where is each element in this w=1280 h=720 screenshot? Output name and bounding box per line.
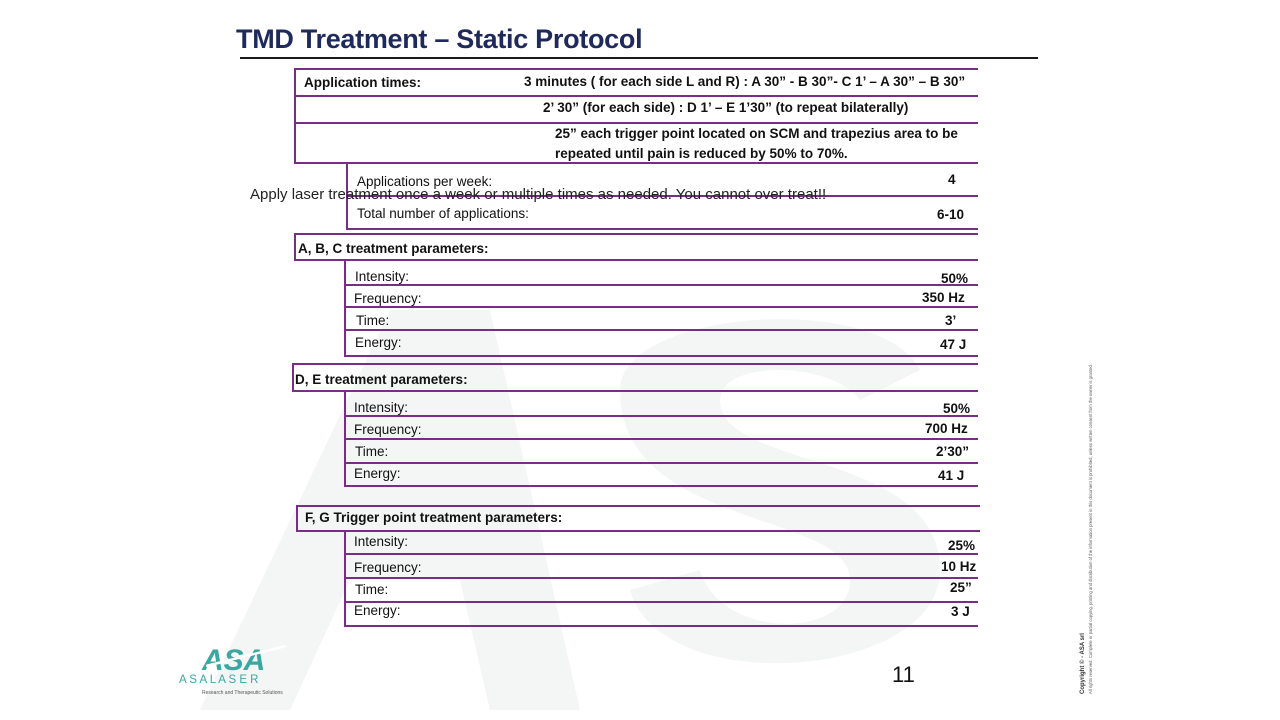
fg-energy-value: 3 J bbox=[951, 604, 970, 619]
logo-mark: ASA bbox=[202, 644, 266, 677]
fg-rule-4 bbox=[344, 625, 978, 627]
fg-time-label: Time: bbox=[355, 582, 389, 597]
fg-rule-2 bbox=[344, 577, 978, 579]
abc-rule-4 bbox=[344, 355, 978, 357]
abc-time-value: 3’ bbox=[945, 313, 957, 328]
abc-rule-3 bbox=[344, 329, 978, 331]
page-number: 11 bbox=[892, 662, 915, 687]
copyright-line-1: Copyright © - ASA srl bbox=[1080, 633, 1086, 694]
app-left-rule bbox=[294, 68, 296, 164]
de-time-label: Time: bbox=[355, 444, 389, 459]
de-time-value: 2’30” bbox=[936, 444, 970, 459]
per-week-value: 4 bbox=[948, 172, 956, 187]
asa-laser-logo bbox=[178, 640, 313, 700]
abc-header: A, B, C treatment parameters: bbox=[298, 241, 489, 256]
abc-frequency-value: 350 Hz bbox=[922, 290, 965, 305]
fg-header-bottom-rule bbox=[296, 530, 980, 532]
abc-rule-2 bbox=[344, 306, 978, 308]
count-rule-2 bbox=[346, 228, 978, 230]
app-rule-3 bbox=[294, 122, 978, 124]
abc-intensity-value: 50% bbox=[941, 271, 969, 286]
app-rule-4 bbox=[294, 162, 978, 164]
title-underline bbox=[240, 57, 1038, 59]
de-energy-value: 41 J bbox=[938, 468, 965, 483]
fg-header-left-rule bbox=[296, 505, 298, 532]
application-times-label: Application times: bbox=[304, 75, 422, 90]
fg-left-rule bbox=[344, 532, 346, 627]
abc-frequency-label: Frequency: bbox=[354, 291, 422, 306]
de-rule-4 bbox=[344, 485, 978, 487]
de-rule-2 bbox=[344, 438, 978, 440]
copyright-strip bbox=[1072, 248, 1102, 696]
de-top-rule bbox=[292, 363, 978, 365]
abc-header-bottom-rule bbox=[294, 259, 978, 261]
application-line-2: 2’ 30” (for each side) : D 1’ – E 1’30” (to repeat bilaterally) bbox=[543, 100, 909, 115]
per-week-label: Applications per week: bbox=[357, 174, 493, 189]
fg-time-value: 25” bbox=[950, 580, 972, 595]
abc-top-rule bbox=[294, 233, 978, 235]
fg-frequency-label: Frequency: bbox=[354, 560, 422, 575]
abc-time-label: Time: bbox=[356, 313, 390, 328]
fg-intensity-value: 25% bbox=[948, 538, 976, 553]
de-header-bottom-rule bbox=[292, 390, 978, 392]
fg-rule-1 bbox=[344, 553, 978, 555]
de-rule-3 bbox=[344, 462, 978, 464]
total-value: 6-10 bbox=[937, 207, 965, 222]
overlay-caption: Apply laser treatment once a week or multiple times as needed. You cannot over treat!! bbox=[250, 186, 827, 203]
total-label: Total number of applications: bbox=[357, 206, 529, 221]
de-frequency-value: 700 Hz bbox=[925, 421, 968, 436]
fg-top-rule bbox=[296, 505, 980, 507]
fg-header: F, G Trigger point treatment parameters: bbox=[305, 510, 563, 525]
abc-rule-1 bbox=[344, 284, 978, 286]
app-top-rule bbox=[294, 68, 978, 70]
de-header: D, E treatment parameters: bbox=[295, 372, 468, 387]
abc-energy-label: Energy: bbox=[355, 335, 402, 350]
abc-left-rule bbox=[344, 261, 346, 357]
application-line-3a: 25” each trigger point located on SCM and trapezius area to be bbox=[555, 126, 958, 141]
logo-tagline: Research and Therapeutic Solutions bbox=[202, 690, 283, 696]
de-frequency-label: Frequency: bbox=[354, 422, 422, 437]
de-rule-1 bbox=[344, 415, 978, 417]
fg-intensity-label: Intensity: bbox=[354, 534, 409, 549]
de-intensity-label: Intensity: bbox=[354, 400, 409, 415]
copyright-line-2: All rights reserved. Complete or partial copying, printing and distribution of the information present in this document is prohibited, unless written consent from the owner is granted. bbox=[1088, 363, 1093, 694]
abc-header-left-rule bbox=[294, 233, 296, 260]
de-intensity-value: 50% bbox=[943, 401, 971, 416]
app-rule-2 bbox=[294, 95, 978, 97]
abc-intensity-label: Intensity: bbox=[355, 269, 410, 284]
application-line-1: 3 minutes ( for each side L and R) : A 30” - B 30”- C 1’ – A 30” – B 30” bbox=[524, 74, 966, 89]
logo-wordmark: A S A L A S E R bbox=[179, 674, 259, 686]
application-line-3b: repeated until pain is reduced by 50% to 70%. bbox=[555, 146, 848, 161]
fg-energy-label: Energy: bbox=[354, 603, 401, 618]
fg-rule-3 bbox=[344, 601, 978, 603]
fg-frequency-value: 10 Hz bbox=[941, 559, 977, 574]
de-energy-label: Energy: bbox=[354, 466, 401, 481]
page-title: TMD Treatment – Static Protocol bbox=[236, 24, 643, 54]
abc-energy-value: 47 J bbox=[940, 337, 967, 352]
de-header-left-rule bbox=[292, 363, 294, 391]
